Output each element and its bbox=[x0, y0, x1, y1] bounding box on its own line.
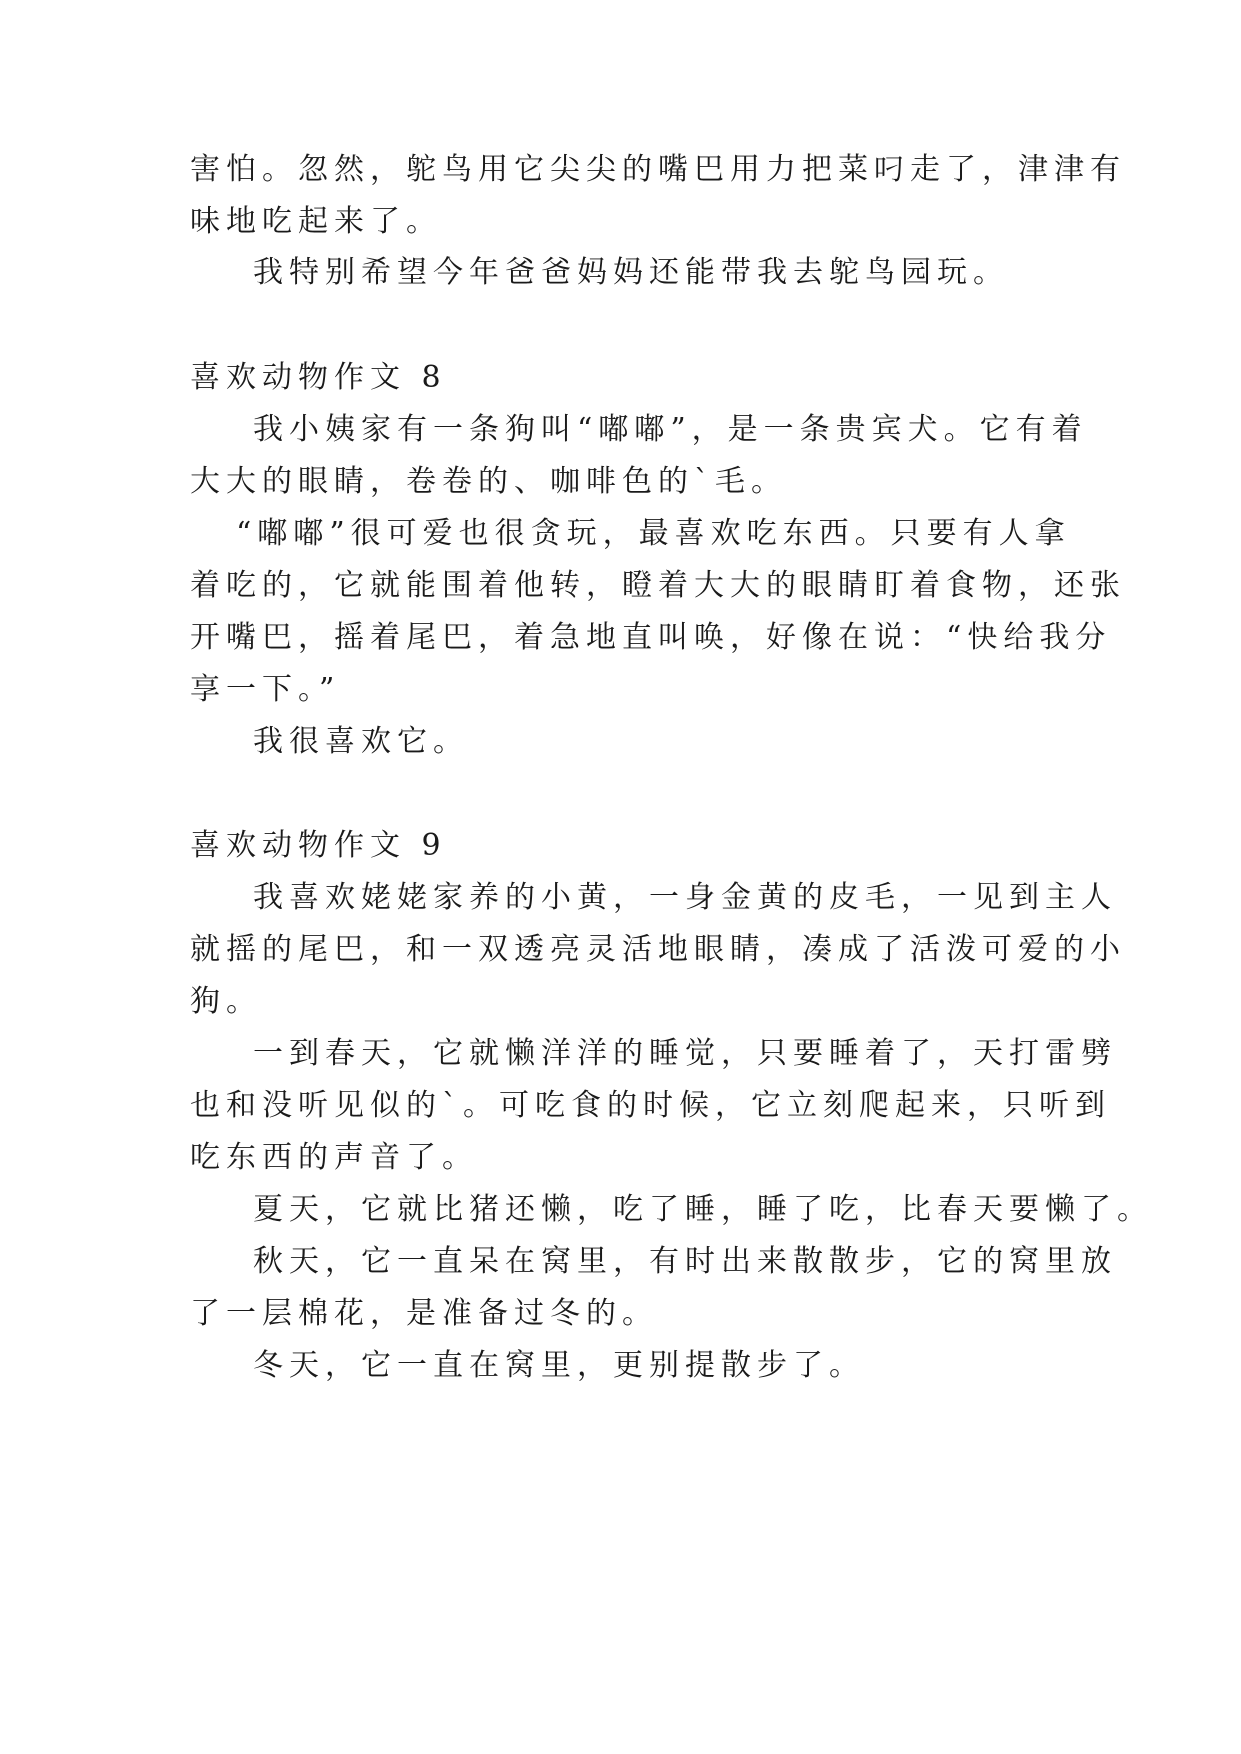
paragraph-line: 一到春天，它就懒洋洋的睡觉，只要睡着了，天打雷劈 bbox=[253, 1036, 1117, 1071]
paragraph-line: 开嘴巴，摇着尾巴，着急地直叫唤，好像在说：“快给我分 bbox=[190, 620, 1112, 655]
paragraph-line: 我很喜欢它。 bbox=[253, 724, 469, 759]
essay-9-title: 喜欢动物作文 9 bbox=[190, 828, 447, 863]
paragraph-line: 大大的眼睛，卷卷的、咖啡色的`毛。 bbox=[190, 464, 787, 499]
paragraph-line: 冬天，它一直在窝里，更别提散步了。 bbox=[253, 1348, 865, 1383]
essay-8-title: 喜欢动物作文 8 bbox=[190, 360, 447, 395]
paragraph-line: 享一下。” bbox=[190, 672, 341, 707]
paragraph-line: 夏天，它就比猪还懒，吃了睡，睡了吃，比春天要懒了。 bbox=[253, 1192, 1153, 1227]
paragraph-line: 着吃的，它就能围着他转，瞪着大大的眼睛盯着食物，还张 bbox=[190, 568, 1126, 603]
paragraph-line: 吃东西的声音了。 bbox=[190, 1140, 478, 1175]
paragraph-line: 我小姨家有一条狗叫“嘟嘟”，是一条贵宾犬。它有着 bbox=[253, 412, 1088, 447]
paragraph-line: 害怕。忽然，鸵鸟用它尖尖的嘴巴用力把菜叼走了，津津有 bbox=[190, 152, 1126, 187]
paragraph-line: 狗。 bbox=[190, 984, 262, 1019]
paragraph-line: 了一层棉花，是准备过冬的。 bbox=[190, 1296, 658, 1331]
paragraph-line: 味地吃起来了。 bbox=[190, 204, 442, 239]
paragraph-line: 也和没听见似的`。可吃食的时候，它立刻爬起来，只听到 bbox=[190, 1088, 1111, 1123]
paragraph-line: 秋天，它一直呆在窝里，有时出来散散步，它的窝里放 bbox=[253, 1244, 1117, 1279]
paragraph-line: “嘟嘟”很可爱也很贪玩，最喜欢吃东西。只要有人拿 bbox=[236, 516, 1071, 551]
paragraph-line: 我喜欢姥姥家养的小黄，一身金黄的皮毛，一见到主人 bbox=[253, 880, 1117, 915]
paragraph-line: 我特别希望今年爸爸妈妈还能带我去鸵鸟园玩。 bbox=[253, 255, 1009, 290]
paragraph-line: 就摇的尾巴，和一双透亮灵活地眼睛，凑成了活泼可爱的小 bbox=[190, 932, 1126, 967]
